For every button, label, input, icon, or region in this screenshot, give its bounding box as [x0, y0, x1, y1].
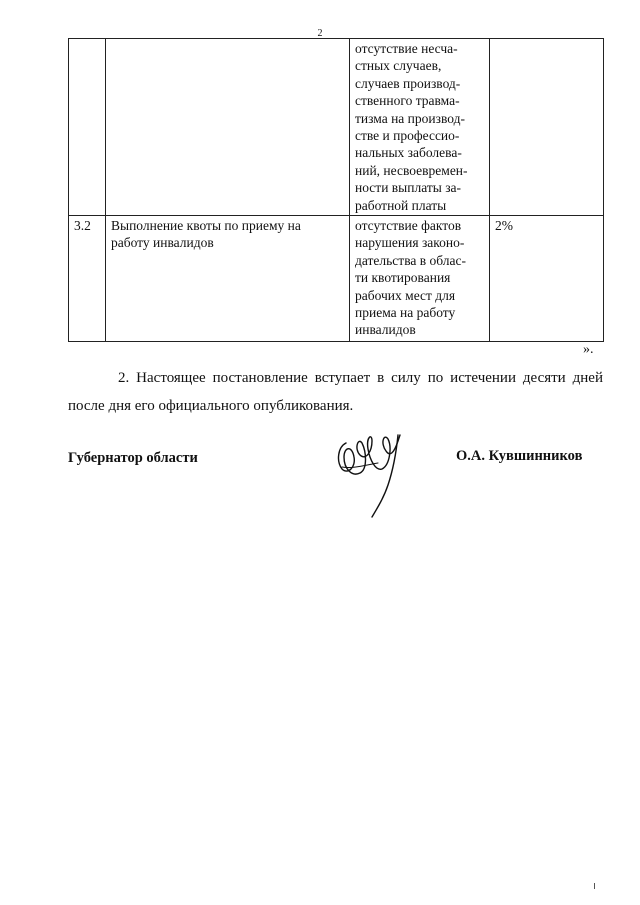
table-row	[69, 39, 604, 216]
criterion-line: рабочих мест для	[355, 287, 456, 303]
criterion-line: отсутствие фактов	[355, 218, 462, 233]
criterion-line: дательства в облас-	[355, 252, 466, 268]
indicator-line: работу инвалидов	[111, 235, 214, 251]
criterion-line: ний, несвоевремен-	[355, 162, 468, 178]
signatory-title: Губернатор области	[68, 450, 198, 466]
criterion-line: ти квотирования	[355, 270, 451, 286]
criterion-cell	[350, 216, 490, 342]
indicator-cell	[106, 39, 350, 216]
criterion-line: стных случаев,	[355, 58, 442, 74]
row-number-cell: 3.2	[69, 216, 106, 342]
signatory-name: О.А. Кувшинников	[456, 448, 583, 464]
criterion-line: нальных заболева-	[355, 145, 462, 161]
criterion-line: стве и профессио-	[355, 128, 460, 144]
criterion-line: нарушения законо-	[355, 235, 465, 251]
criterion-line: отсутствие несча-	[355, 41, 458, 56]
handwritten-signature	[332, 425, 412, 520]
weight-cell	[490, 39, 604, 216]
decree-paragraph-line-2: после дня его официального опубликования.	[68, 398, 354, 414]
criterion-line: инвалидов	[355, 322, 416, 338]
page-number: 2	[317, 28, 323, 39]
row-number-cell	[69, 39, 106, 216]
table-row	[69, 216, 604, 342]
decree-paragraph-line-1: 2. Настоящее постановление вступает в силу по истечении десяти дней	[118, 370, 603, 386]
criteria-table	[68, 38, 604, 342]
criterion-line: ственного травма-	[355, 93, 460, 109]
closing-quote: ».	[583, 342, 594, 357]
criterion-line: приема на работу	[355, 305, 456, 321]
criterion-cell	[350, 39, 490, 216]
criterion-line: случаев производ-	[355, 75, 461, 91]
criterion-line: работной платы	[355, 197, 447, 213]
weight-cell: 2%	[490, 216, 604, 342]
indicator-cell	[106, 216, 350, 342]
criterion-line: ности выплаты за-	[355, 180, 462, 196]
criterion-line: тизма на производ-	[355, 110, 465, 126]
scan-edge-mark	[594, 883, 595, 889]
indicator-line: Выполнение квоты по приему на	[111, 218, 301, 233]
